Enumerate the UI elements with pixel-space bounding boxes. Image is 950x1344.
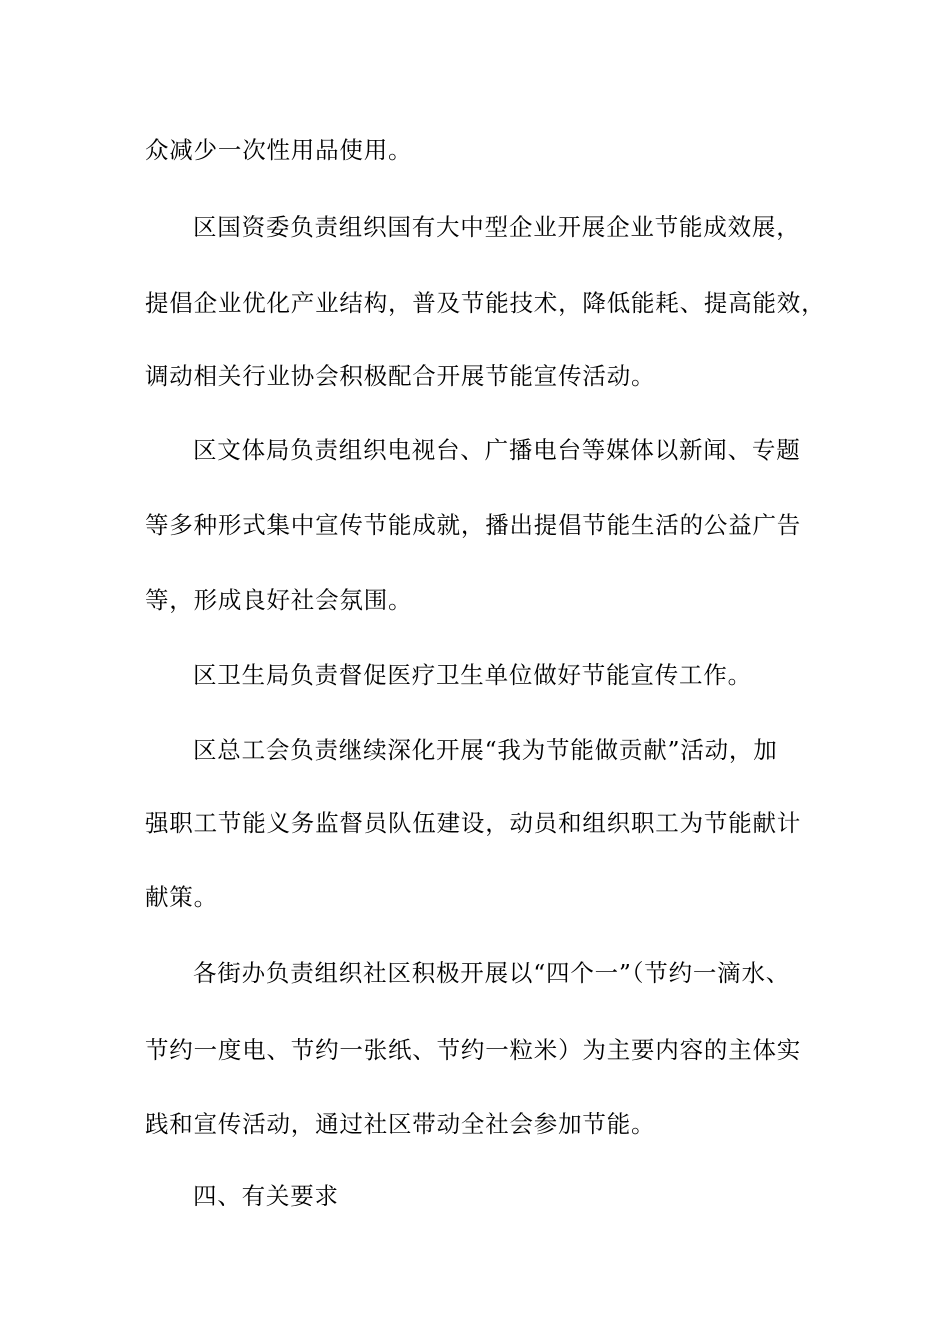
text-line: 献策。 xyxy=(145,883,218,911)
section-heading: 四、有关要求 xyxy=(193,1182,339,1210)
text-line: 等，形成良好社会氛围。 xyxy=(145,586,413,614)
text-line: 众减少一次性用品使用。 xyxy=(145,136,413,164)
text-line: 践和宣传活动，通过社区带动全社会参加节能。 xyxy=(145,1110,656,1138)
text-line: 提倡企业优化产业结构，普及节能技术，降低能耗、提高能效， xyxy=(145,289,826,317)
paragraph-start: 区卫生局负责督促医疗卫生单位做好节能宣传工作。 xyxy=(193,661,752,689)
text-line: 等多种形式集中宣传节能成就，播出提倡节能生活的公益广告 xyxy=(145,511,802,539)
paragraph-start: 区文体局负责组织电视台、广播电台等媒体以新闻、专题 xyxy=(193,436,801,464)
text-line: 强职工节能义务监督员队伍建设，动员和组织职工为节能献计 xyxy=(145,809,802,837)
text-line: 调动相关行业协会积极配合开展节能宣传活动。 xyxy=(145,362,656,390)
text-line: 节约一度电、节约一张纸、节约一粒米）为主要内容的主体实 xyxy=(145,1036,802,1064)
paragraph-start: 区国资委负责组织国有大中型企业开展企业节能成效展， xyxy=(193,213,801,241)
paragraph-start: 各街办负责组织社区积极开展以“四个一”（节约一滴水、 xyxy=(193,959,791,987)
paragraph-start: 区总工会负责继续深化开展“我为节能做贡献”活动，加 xyxy=(193,736,778,764)
